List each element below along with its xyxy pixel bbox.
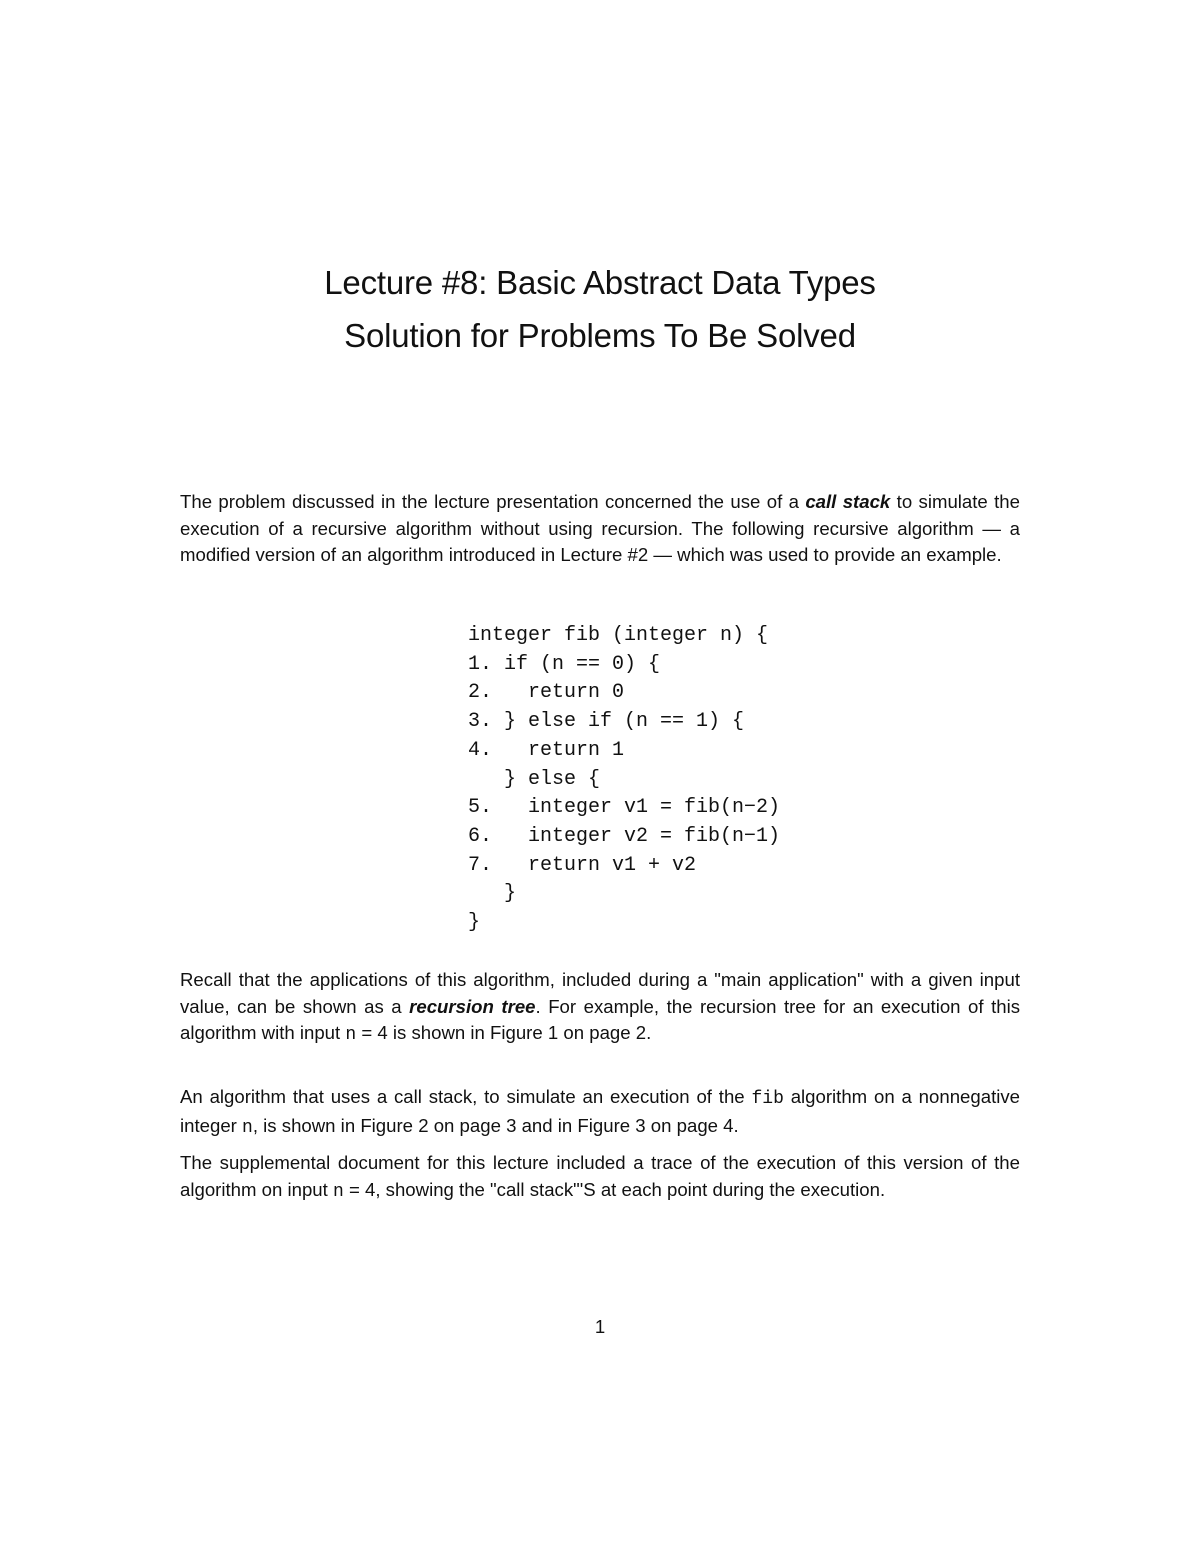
code-line-1: 1. if (n == 0) { [468, 652, 661, 676]
var-n: n [242, 1117, 253, 1138]
supplement-text-start: The supplemental document for this lecture included a trace of the execution of this version of the algorithm on input [180, 1152, 1020, 1200]
code-line-2: 2. return 0 [468, 681, 625, 705]
algorithm-text-end: , is shown in Figure 2 on page 3 and in Figure 3 on page 4. [252, 1114, 739, 1136]
recall-text-end: = 4 is shown in Figure 1 on page 2. [356, 1022, 652, 1044]
page-number: 1 [594, 1316, 606, 1337]
recall-text-middle: . For example, the recursion tree for an execution of this algorithm with input [180, 995, 1021, 1044]
var-n: n [332, 1181, 344, 1202]
code-line-header: integer fib (integer n) { [468, 624, 769, 647]
recursion-tree-term: recursion tree [409, 995, 536, 1017]
algorithm-paragraph [180, 1084, 1020, 1141]
code-line-3: 3. } else if (n == 1) { [468, 710, 745, 734]
recall-paragraph [180, 967, 1020, 1049]
code-line-else: } else { [468, 767, 601, 791]
call-stack-term: call stack [805, 491, 891, 512]
var-n: n [345, 1025, 357, 1046]
supplement-paragraph [180, 1150, 1020, 1205]
fib-code-listing [468, 622, 780, 938]
supplement-text-end: = 4, showing the "call stack"'S at each point during the execution. [343, 1178, 886, 1200]
code-line-7: 7. return v1 + v2 [468, 853, 697, 877]
code-line-4: 4. return 1 [468, 738, 625, 762]
code-line-6: 6. integer v2 = fib(n−1) [468, 824, 781, 848]
algorithm-text-middle: algorithm on a nonnegative integer [180, 1086, 1021, 1136]
recall-text-start: Recall that the applications of this algorithm, included during a "main application" with a given input value, can be shown as a [180, 969, 1020, 1017]
intro-paragraph [180, 489, 1020, 569]
lecture-subtitle: Solution for Problems To Be Solved [344, 317, 856, 354]
code-line-5: 5. integer v1 = fib(n−2) [468, 796, 781, 820]
lecture-title: Lecture #8: Basic Abstract Data Types [324, 264, 876, 301]
code-line-close-inner: } [468, 882, 517, 906]
fib-function-name: fib [751, 1089, 784, 1109]
algorithm-text-start: An algorithm that uses a call stack, to simulate an execution of the [180, 1086, 752, 1107]
code-line-close-outer: } [468, 911, 481, 935]
intro-text-end: to simulate the execution of a recursive algorithm without using recursion. The following recursive algorithm — a modified version of an algorithm introduced in Lecture #2 — which was used to provide an example. [180, 491, 1020, 566]
intro-text-start: The problem discussed in the lecture presentation concerned the use of a [180, 491, 806, 512]
